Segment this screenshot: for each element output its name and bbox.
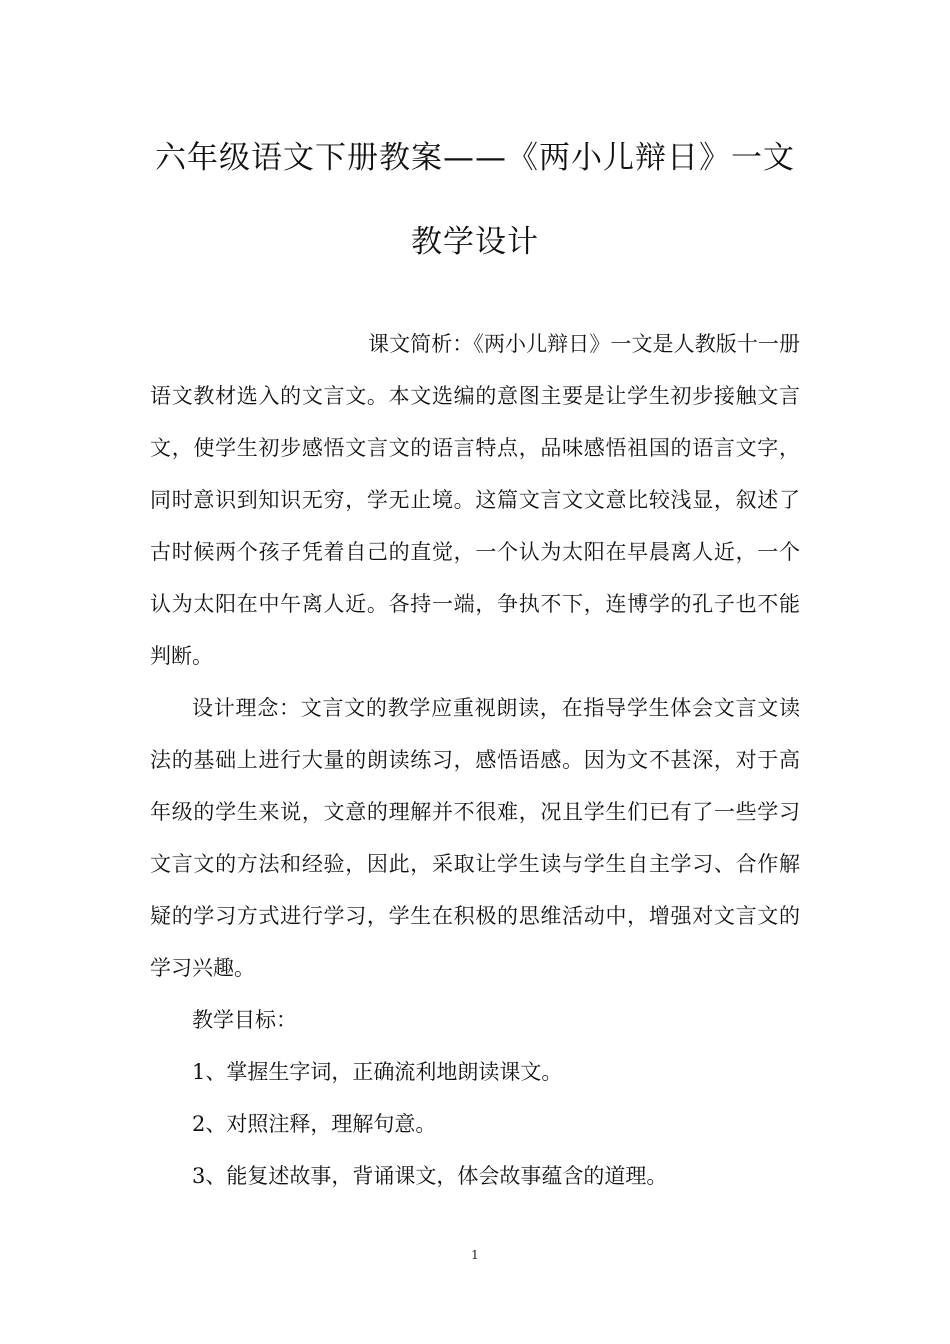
objective-number: 2 (192, 1112, 206, 1136)
objective-text: 、掌握生字词，正确流利地朗读课文。 (205, 1060, 563, 1084)
document-body (150, 318, 800, 1202)
objective-item (150, 1150, 800, 1202)
objective-item (150, 1098, 800, 1150)
objective-text: 、对照注释，理解句意。 (205, 1112, 437, 1136)
objective-text: 、能复述故事，背诵课文，体会故事蕴含的道理。 (205, 1164, 668, 1188)
objective-number: 3 (192, 1164, 206, 1188)
objective-number: 1 (192, 1060, 206, 1084)
paragraph-lesson-analysis: 课文简析：《两小儿辩日》一文是人教版十一册语文教材选入的文言文。本文选编的意图主要是让学生初步接触文言文，使学生初步感悟文言文的语言特点，品味感悟祖国的语言文字，同时意识到知识无穷，学无止境。这篇文言文文意比较浅显，叙述了古时候两个孩子凭着自己的直觉，一个认为太阳在早晨离人近，一个认为太阳在中午离人近。各持一端，争执不下，连博学的孔子也不能判断。 (150, 332, 800, 668)
paragraph-teaching-objectives-heading: 教学目标： (192, 1008, 297, 1032)
paragraph-design-concept: 设计理念：文言文的教学应重视朗读，在指导学生体会文言文读法的基础上进行大量的朗读练习，感悟语感。因为文不甚深，对于高年级的学生来说，文意的理解并不很难，况且学生们已有了一些学习文言文的方法和经验，因此，采取让学生读与学生自主学习、合作解疑的学习方式进行学习，学生在积极的思维活动中，增强对文言文的学习兴趣。 (150, 696, 800, 980)
document-title: 六年级语文下册教案——《两小儿辩日》一文教学设计 (155, 140, 795, 260)
page-number: 1 (471, 1248, 479, 1262)
objective-item (150, 1046, 800, 1098)
